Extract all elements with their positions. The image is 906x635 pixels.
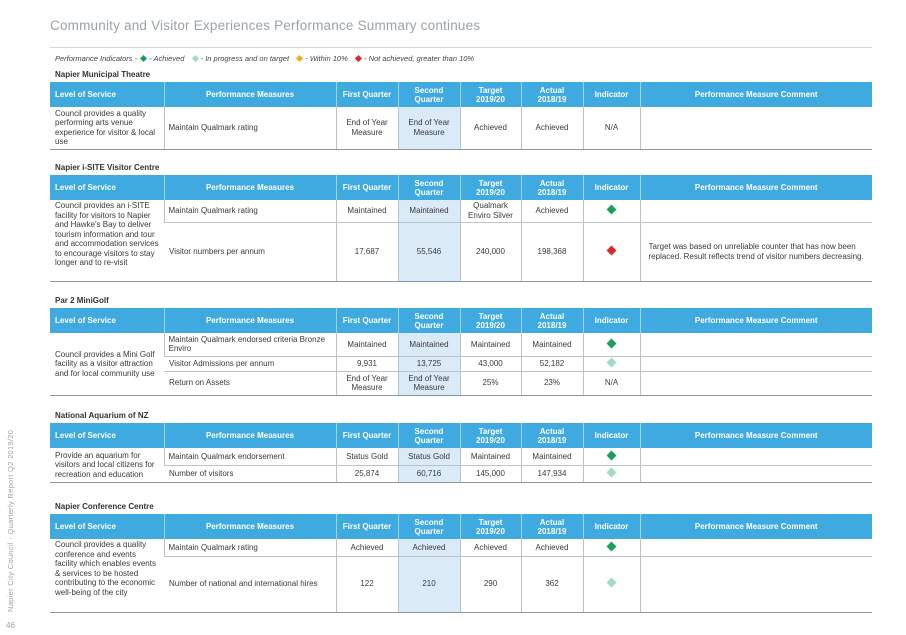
- achieved-diamond-icon: [607, 541, 617, 551]
- achieved-diamond-icon: [140, 55, 147, 62]
- actual-value: 362: [521, 556, 583, 612]
- header-measures: Performance Measures: [164, 175, 336, 200]
- measure: Maintain Qualmark rating: [164, 107, 336, 149]
- achieved-diamond-icon: [607, 205, 617, 215]
- target-value: 43,000: [460, 356, 521, 371]
- header-level: Level of Service: [50, 514, 164, 539]
- q2-value: Maintained: [398, 200, 460, 222]
- header-q1: First Quarter: [336, 423, 398, 448]
- level-of-service: Council provides an i-SITE facility for visitors to Napier and Hawke's Bay to deliver tourism information and tour and accommodation services to encourage visitors to stay longer and to re-visit: [50, 200, 164, 281]
- indicator-cell: [583, 356, 640, 371]
- q2-value: 13,725: [398, 356, 460, 371]
- header-q1: First Quarter: [336, 175, 398, 200]
- header-target: Target 2019/20: [460, 308, 521, 333]
- q1-value: 9,931: [336, 356, 398, 371]
- header-actual: Actual 2018/19: [521, 308, 583, 333]
- indicator-cell: [583, 539, 640, 556]
- header-q2: Second Quarter: [398, 308, 460, 333]
- indicator-cell: [583, 465, 640, 482]
- header-target: Target 2019/20: [460, 423, 521, 448]
- achieved-diamond-icon: [607, 338, 617, 348]
- q2-value: 60,716: [398, 465, 460, 482]
- target-value: Qualmark Enviro Silver: [460, 200, 521, 222]
- header-comment: Performance Measure Comment: [640, 514, 872, 539]
- header-indicator: Indicator: [583, 514, 640, 539]
- comment: [640, 107, 872, 149]
- table-row: [50, 333, 872, 356]
- header-indicator: Indicator: [583, 175, 640, 200]
- header-comment: Performance Measure Comment: [640, 82, 872, 107]
- table-row: [50, 107, 872, 149]
- table-header-row: [50, 423, 872, 448]
- table-row: [50, 371, 872, 395]
- header-comment: Performance Measure Comment: [640, 423, 872, 448]
- header-q1: First Quarter: [336, 514, 398, 539]
- actual-value: 147,934: [521, 465, 583, 482]
- header-measures: Performance Measures: [164, 82, 336, 107]
- header-q2: Second Quarter: [398, 82, 460, 107]
- target-value: Achieved: [460, 539, 521, 556]
- measure: Return on Assets: [164, 371, 336, 395]
- indicator-cell: N/A: [583, 107, 640, 149]
- comment: [640, 356, 872, 371]
- indicator-cell: [583, 448, 640, 465]
- table-header-row: [50, 82, 872, 107]
- not-achieved-diamond-icon: [607, 245, 617, 255]
- header-comment: Performance Measure Comment: [640, 175, 872, 200]
- q2-value: Status Gold: [398, 448, 460, 465]
- indicator-cell: [583, 222, 640, 281]
- performance-table: [50, 82, 872, 150]
- header-q2: Second Quarter: [398, 423, 460, 448]
- table-row: [50, 200, 872, 222]
- header-indicator: Indicator: [583, 82, 640, 107]
- header-actual: Actual 2018/19: [521, 514, 583, 539]
- actual-value: Achieved: [521, 200, 583, 222]
- section-title: Par 2 MiniGolf: [55, 296, 109, 305]
- actual-value: 198,368: [521, 222, 583, 281]
- in-progress-diamond-icon: [192, 55, 199, 62]
- comment: [640, 556, 872, 612]
- indicator-legend: [55, 54, 474, 63]
- measure: Visitor Admissions per annum: [164, 356, 336, 371]
- performance-table: [50, 514, 872, 613]
- section-title: National Aquarium of NZ: [55, 411, 149, 420]
- header-level: Level of Service: [50, 175, 164, 200]
- measure: Maintain Qualmark rating: [164, 200, 336, 222]
- table-row: [50, 222, 872, 281]
- indicator-cell: [583, 333, 640, 356]
- q1-value: End of Year Measure: [336, 371, 398, 395]
- q2-value: 210: [398, 556, 460, 612]
- header-target: Target 2019/20: [460, 82, 521, 107]
- measure: Maintain Qualmark endorsed criteria Bronze Enviro: [164, 333, 336, 356]
- header-level: Level of Service: [50, 423, 164, 448]
- q1-value: Maintained: [336, 200, 398, 222]
- page-number: 46: [6, 621, 15, 630]
- header-q2: Second Quarter: [398, 175, 460, 200]
- header-measures: Performance Measures: [164, 308, 336, 333]
- level-of-service: Council provides a Mini Golf facility as a visitor attraction and for local community use: [50, 333, 164, 395]
- target-value: Achieved: [460, 107, 521, 149]
- legend-prefix: Performance Indicators -: [55, 54, 138, 63]
- header-indicator: Indicator: [583, 308, 640, 333]
- q2-value: Maintained: [398, 333, 460, 356]
- comment: [640, 333, 872, 356]
- not-achieved-diamond-icon: [355, 55, 362, 62]
- measure: Number of visitors: [164, 465, 336, 482]
- actual-value: Maintained: [521, 333, 583, 356]
- q1-value: 122: [336, 556, 398, 612]
- comment: [640, 200, 872, 222]
- indicator-cell: [583, 556, 640, 612]
- q2-value: Achieved: [398, 539, 460, 556]
- header-measures: Performance Measures: [164, 423, 336, 448]
- header-actual: Actual 2018/19: [521, 82, 583, 107]
- measure: Maintain Qualmark rating: [164, 539, 336, 556]
- q2-value: End of Year Measure: [398, 371, 460, 395]
- table-row: [50, 356, 872, 371]
- level-of-service: Council provides a quality conference and events facility which enables events & services to be hosted contributing to the economic well-being of the city: [50, 539, 164, 612]
- legend-notach-label: - Not achieved, greater than 10%: [364, 54, 475, 63]
- target-value: 145,000: [460, 465, 521, 482]
- q1-value: End of Year Measure: [336, 107, 398, 149]
- actual-value: Achieved: [521, 539, 583, 556]
- header-q1: First Quarter: [336, 82, 398, 107]
- in-progress-diamond-icon: [607, 357, 617, 367]
- header-actual: Actual 2018/19: [521, 175, 583, 200]
- target-value: Maintained: [460, 448, 521, 465]
- performance-table: [50, 175, 872, 282]
- actual-value: Maintained: [521, 448, 583, 465]
- header-target: Target 2019/20: [460, 514, 521, 539]
- actual-value: 23%: [521, 371, 583, 395]
- table-row: [50, 556, 872, 612]
- indicator-cell: N/A: [583, 371, 640, 395]
- table-row: [50, 465, 872, 482]
- measure: Visitor numbers per annum: [164, 222, 336, 281]
- q2-value: 55,546: [398, 222, 460, 281]
- header-q2: Second Quarter: [398, 514, 460, 539]
- q1-value: 25,874: [336, 465, 398, 482]
- table-row: [50, 448, 872, 465]
- header-level: Level of Service: [50, 308, 164, 333]
- measure: Number of national and international hires: [164, 556, 336, 612]
- performance-table: [50, 308, 872, 396]
- section-conference-centre: [50, 501, 872, 613]
- performance-table: [50, 423, 872, 483]
- legend-within-label: - Within 10%: [305, 54, 348, 63]
- comment: [640, 371, 872, 395]
- section-national-aquarium: [50, 410, 872, 483]
- legend-progress-label: - In progress and on target: [200, 54, 290, 63]
- target-value: 240,000: [460, 222, 521, 281]
- q2-value: End of Year Measure: [398, 107, 460, 149]
- page-title: Community and Visitor Experiences Performance Summary continues: [50, 18, 481, 33]
- level-of-service: Council provides a quality performing arts venue experience for visitor & local use: [50, 107, 164, 149]
- target-value: 290: [460, 556, 521, 612]
- section-par2-minigolf: [50, 295, 872, 396]
- section-title: Napier Conference Centre: [55, 502, 154, 511]
- side-footer-text: Napier City Council - Quarterly Report Q2 2019/20: [6, 429, 15, 612]
- actual-value: 52,182: [521, 356, 583, 371]
- legend-achieved-label: - Achieved: [149, 54, 185, 63]
- section-isite-visitor-centre: [50, 162, 872, 282]
- comment: [640, 448, 872, 465]
- table-header-row: [50, 175, 872, 200]
- section-title: Napier Municipal Theatre: [55, 70, 151, 79]
- header-actual: Actual 2018/19: [521, 423, 583, 448]
- actual-value: Achieved: [521, 107, 583, 149]
- achieved-diamond-icon: [607, 450, 617, 460]
- table-header-row: [50, 308, 872, 333]
- q1-value: 17,687: [336, 222, 398, 281]
- comment: Target was based on unreliable counter that has now been replaced. Result reflects trend of visitor numbers decreasing.: [640, 222, 872, 281]
- header-level: Level of Service: [50, 82, 164, 107]
- title-divider: [50, 47, 872, 48]
- header-measures: Performance Measures: [164, 514, 336, 539]
- header-q1: First Quarter: [336, 308, 398, 333]
- header-comment: Performance Measure Comment: [640, 308, 872, 333]
- target-value: Maintained: [460, 333, 521, 356]
- section-municipal-theatre: [50, 69, 872, 150]
- section-title: Napier i-SITE Visitor Centre: [55, 163, 160, 172]
- table-row: [50, 539, 872, 556]
- measure: Maintain Qualmark endorsement: [164, 448, 336, 465]
- table-header-row: [50, 514, 872, 539]
- indicator-cell: [583, 200, 640, 222]
- header-indicator: Indicator: [583, 423, 640, 448]
- in-progress-diamond-icon: [607, 467, 617, 477]
- q1-value: Maintained: [336, 333, 398, 356]
- header-target: Target 2019/20: [460, 175, 521, 200]
- level-of-service: Provide an aquarium for visitors and local citizens for recreation and education: [50, 448, 164, 482]
- in-progress-diamond-icon: [607, 578, 617, 588]
- comment: [640, 465, 872, 482]
- comment: [640, 539, 872, 556]
- within-10-diamond-icon: [296, 55, 303, 62]
- q1-value: Status Gold: [336, 448, 398, 465]
- q1-value: Achieved: [336, 539, 398, 556]
- target-value: 25%: [460, 371, 521, 395]
